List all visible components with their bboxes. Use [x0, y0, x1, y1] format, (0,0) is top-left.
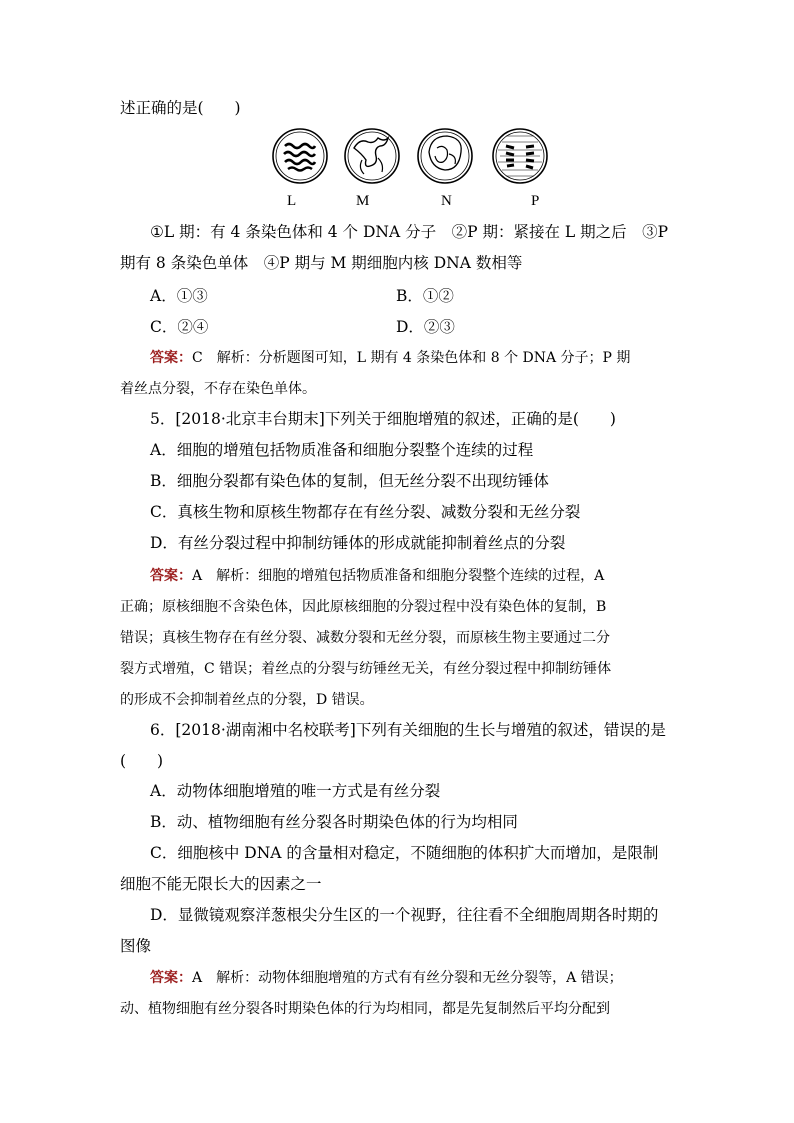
question-6-stem-line-1: 6．[2018·湖南湘中名校联考]下列有关细胞的生长与增殖的叙述，错误的是 — [150, 721, 666, 739]
answer-4-line-1 — [150, 348, 630, 368]
answer-6-line-2: 动、植物细胞有丝分裂各时期染色体的行为均相同，都是先复制然后平均分配到 — [120, 1001, 610, 1017]
cell-division-figure — [270, 126, 560, 216]
answer-5-line-4: 裂方式增殖，C 错误；着丝点的分裂与纺锤丝无关，有丝分裂过程中抑制纺锤体 — [120, 661, 612, 677]
answer-5-line-2: 正确；原核细胞不含染色体，因此原核细胞的分裂过程中没有染色体的复制，B — [120, 599, 607, 615]
answer-6-line-1 — [150, 968, 623, 988]
statements-line-1: ①L 期：有 4 条染色体和 4 个 DNA 分子 ②P 期：紧接在 L 期之后 ③P — [150, 223, 669, 241]
statements-line-2: 期有 8 条染色单体 ④P 期与 M 期细胞内核 DNA 数相等 — [120, 254, 523, 272]
question-6-stem-line-2: ( ) — [120, 752, 164, 770]
cell-label-m: M — [356, 193, 370, 209]
question-stem-tail: 述正确的是( ) — [120, 99, 241, 117]
cell-m-diagram — [345, 129, 399, 183]
answer-5-line-3: 错误；真核生物存在有丝分裂、减数分裂和无丝分裂，而原核生物主要通过二分 — [120, 630, 610, 646]
option-a: A．①③ — [150, 287, 208, 305]
cell-p-diagram — [493, 129, 547, 183]
cell-label-n: N — [441, 193, 452, 209]
question-5-option-c: C．真核生物和原核生物都存在有丝分裂、减数分裂和无丝分裂 — [150, 503, 581, 521]
cell-n-diagram — [418, 129, 472, 183]
cell-label-l: L — [287, 193, 297, 209]
answer-label: 答案： — [150, 350, 192, 366]
cell-label-p: P — [531, 193, 540, 209]
question-5-option-d: D．有丝分裂过程中抑制纺锤体的形成就能抑制着丝点的分裂 — [150, 534, 566, 552]
option-c: C．②④ — [150, 318, 209, 336]
answer-5-line-1 — [150, 566, 604, 586]
option-d: D．②③ — [396, 318, 455, 336]
answer-4-line-2: 着丝点分裂，不存在染色单体。 — [120, 381, 316, 397]
question-5-stem: 5．[2018·北京丰台期末]下列关于细胞增殖的叙述，正确的是( ) — [150, 410, 616, 428]
answer-text: A 解析：动物体细胞增殖的方式有有丝分裂和无丝分裂等，A 错误； — [192, 970, 623, 986]
question-5-option-b: B．细胞分裂都有染色体的复制，但无丝分裂不出现纺锤体 — [150, 472, 549, 490]
question-6-option-d-line-1: D．显微镜观察洋葱根尖分生区的一个视野，往往看不全细胞周期各时期的 — [150, 906, 659, 924]
question-5-option-a: A．细胞的增殖包括物质准备和细胞分裂整个连续的过程 — [150, 441, 534, 459]
option-b: B．①② — [396, 287, 454, 305]
answer-5-line-5: 的形成不会抑制着丝点的分裂，D 错误。 — [120, 692, 374, 708]
answer-label: 答案： — [150, 970, 192, 986]
answer-text: A 解析：细胞的增殖包括物质准备和细胞分裂整个连续的过程，A — [192, 568, 605, 584]
answer-label: 答案： — [150, 568, 192, 584]
question-6-option-c-line-2: 细胞不能无限长大的因素之一 — [120, 875, 322, 893]
question-6-option-a: A．动物体细胞增殖的唯一方式是有丝分裂 — [150, 782, 441, 800]
cell-l-diagram — [273, 129, 327, 183]
question-6-option-b: B．动、植物细胞有丝分裂各时期染色体的行为均相同 — [150, 813, 518, 831]
question-6-option-d-line-2: 图像 — [120, 937, 152, 955]
answer-text: C 解析：分析题图可知，L 期有 4 条染色体和 8 个 DNA 分子；P 期 — [192, 350, 631, 366]
question-6-option-c-line-1: C．细胞核中 DNA 的含量相对稳定，不随细胞的体积扩大而增加，是限制 — [150, 844, 659, 862]
